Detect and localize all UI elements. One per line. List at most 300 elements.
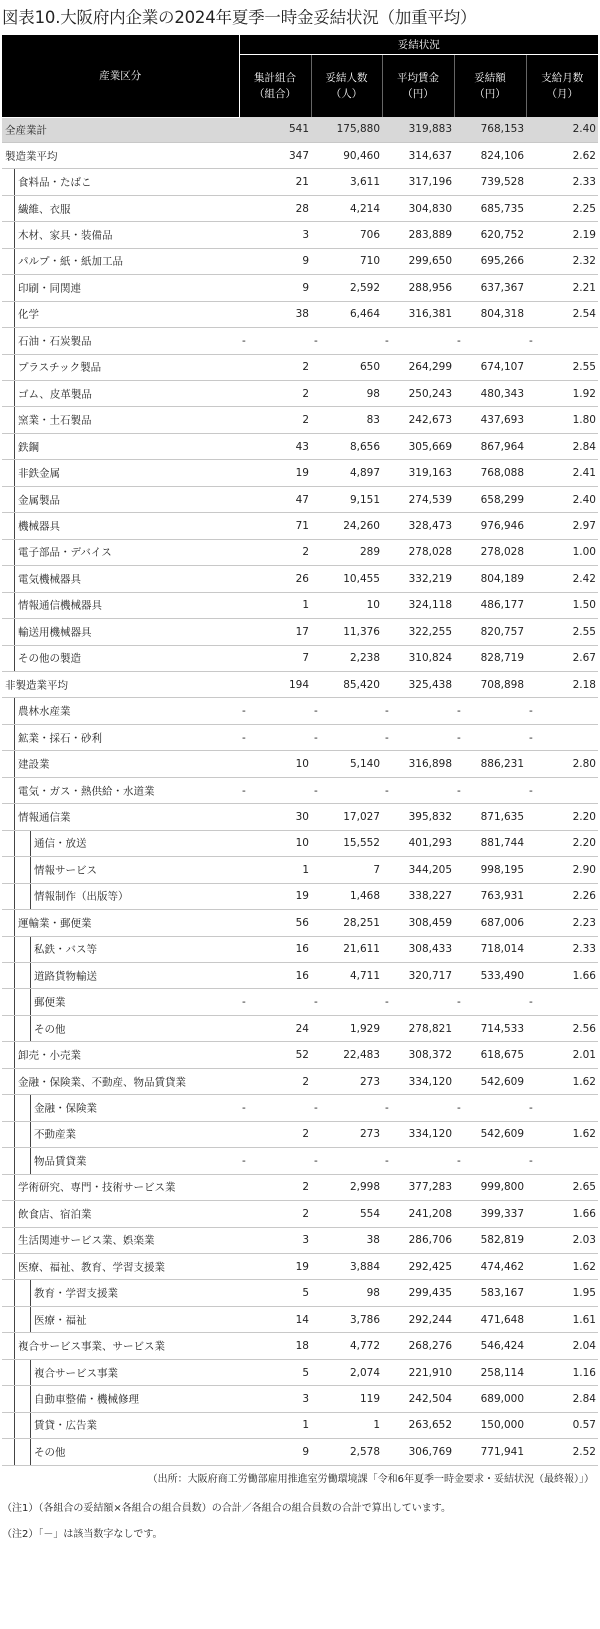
industry-name [2, 1042, 239, 1068]
industry-label: 印刷・同関連 [18, 282, 81, 295]
value-cell: 2.40 [526, 486, 598, 512]
value-cell: - [382, 328, 454, 354]
industry-label: 食料品・たばこ [18, 176, 92, 189]
industry-label: 木材、家具・装備品 [18, 229, 113, 242]
value-cell: 263,652 [382, 1412, 454, 1438]
value-cell: 2.03 [526, 1227, 598, 1253]
value-cell: 871,635 [454, 804, 526, 830]
table-row [2, 222, 598, 248]
table-row [2, 1306, 598, 1332]
table-row [2, 1333, 598, 1359]
value-cell: 3 [239, 222, 311, 248]
table-row [2, 698, 598, 724]
value-cell: 768,088 [454, 460, 526, 486]
value-cell: 308,372 [382, 1042, 454, 1068]
value-cell: 292,244 [382, 1306, 454, 1332]
value-cell: 2.19 [526, 222, 598, 248]
indent-line [14, 328, 15, 354]
industry-name [2, 910, 239, 936]
value-cell: 119 [311, 1386, 382, 1412]
indent-line [30, 1016, 31, 1042]
industry-label: 複合サービス事業 [34, 1367, 118, 1379]
header-col-months: 支給月数 （月） [526, 55, 598, 118]
table-row [2, 910, 598, 936]
value-cell: 1.61 [526, 1306, 598, 1332]
industry-label: 非鉄金属 [18, 467, 60, 480]
table-row [2, 1148, 598, 1174]
table-row [2, 1015, 598, 1041]
industry-label: 郵便業 [34, 996, 66, 1009]
value-cell: 324,118 [382, 592, 454, 618]
industry-label: 情報サービス [34, 864, 97, 877]
value-cell: 310,824 [382, 645, 454, 671]
indent-line [14, 1386, 15, 1412]
value-cell: 283,889 [382, 222, 454, 248]
table-row [2, 117, 598, 142]
industry-name [2, 751, 239, 777]
value-cell: 658,299 [454, 486, 526, 512]
value-cell: 1.00 [526, 539, 598, 565]
industry-name [2, 301, 239, 327]
value-cell: 2 [239, 354, 311, 380]
indent-line [14, 302, 15, 328]
indent-line [30, 1439, 31, 1465]
value-cell: 486,177 [454, 592, 526, 618]
value-cell: 71 [239, 513, 311, 539]
value-cell: 583,167 [454, 1280, 526, 1306]
value-cell: 98 [311, 1280, 382, 1306]
value-cell: 1.95 [526, 1280, 598, 1306]
value-cell: 278,028 [454, 539, 526, 565]
table-row [2, 301, 598, 327]
indent-line [14, 1280, 15, 1306]
value-cell: 7 [239, 645, 311, 671]
industry-name [2, 275, 239, 301]
value-cell: 10 [311, 592, 382, 618]
value-cell: 637,367 [454, 275, 526, 301]
indent-line [30, 937, 31, 963]
indent-line [14, 1413, 15, 1439]
value-cell: 768,153 [454, 117, 526, 142]
indent-line [14, 1122, 15, 1148]
value-cell: 2.42 [526, 566, 598, 592]
indent-line [14, 910, 15, 936]
value-cell: 2 [239, 407, 311, 433]
value-cell: 886,231 [454, 751, 526, 777]
value-cell: 2.55 [526, 619, 598, 645]
table-row [2, 275, 598, 301]
indent-line [14, 989, 15, 1015]
value-cell: - [239, 1095, 311, 1121]
value-cell: - [526, 724, 598, 750]
industry-name [2, 724, 239, 750]
value-cell: 399,337 [454, 1201, 526, 1227]
table-row [2, 1386, 598, 1412]
value-cell: 1 [239, 1412, 311, 1438]
value-cell: 685,735 [454, 195, 526, 221]
value-cell: 718,014 [454, 936, 526, 962]
indent-line [14, 540, 15, 566]
value-cell: - [239, 724, 311, 750]
industry-label: 石油・石炭製品 [18, 335, 92, 348]
table-row [2, 592, 598, 618]
value-cell: - [311, 328, 382, 354]
value-cell: 2.80 [526, 751, 598, 777]
indent-line [30, 1122, 31, 1148]
indent-line [14, 407, 15, 433]
industry-name [2, 936, 239, 962]
industry-name [2, 830, 239, 856]
value-cell: 618,675 [454, 1042, 526, 1068]
value-cell: 695,266 [454, 248, 526, 274]
table-row [2, 1253, 598, 1279]
industry-name [2, 1148, 239, 1174]
industry-label: 医療、福祉、教育、学習支援業 [18, 1261, 165, 1274]
value-cell: 9,151 [311, 486, 382, 512]
table-row [2, 1174, 598, 1200]
industry-label: 農林水産業 [18, 705, 71, 718]
value-cell: 15,552 [311, 830, 382, 856]
indent-line [14, 1307, 15, 1333]
value-cell: 325,438 [382, 672, 454, 698]
industry-name [2, 989, 239, 1015]
indent-line [14, 381, 15, 407]
indent-line [14, 1042, 15, 1068]
value-cell: - [311, 777, 382, 803]
value-cell: 4,214 [311, 195, 382, 221]
value-cell: 395,832 [382, 804, 454, 830]
value-cell: - [526, 698, 598, 724]
indent-line [14, 1148, 15, 1174]
industry-label: 自動車整備・機械修理 [34, 1393, 139, 1406]
table-row [2, 1280, 598, 1306]
value-cell: - [454, 698, 526, 724]
value-cell: 90,460 [311, 142, 382, 168]
indent-line [30, 1280, 31, 1306]
industry-name [2, 1095, 239, 1121]
industry-name [2, 1333, 239, 1359]
value-cell: 2.84 [526, 1386, 598, 1412]
industry-label: 窯業・土石製品 [18, 414, 92, 427]
value-cell: 338,227 [382, 883, 454, 909]
industry-label: 輸送用機械器具 [18, 626, 92, 639]
value-cell: 820,757 [454, 619, 526, 645]
indent-line [14, 725, 15, 751]
note-1: （注1）（各組合の妥結額×各組合の組合員数）の合計／各組合の組合員数の合計で算出しています。 [2, 1503, 451, 1514]
industry-name [2, 1253, 239, 1279]
industry-name [2, 354, 239, 380]
value-cell: 38 [239, 301, 311, 327]
value-cell: 288,956 [382, 275, 454, 301]
industry-name [2, 486, 239, 512]
value-cell: 21,611 [311, 936, 382, 962]
industry-label: その他 [34, 1023, 66, 1036]
value-cell: 542,609 [454, 1068, 526, 1094]
industry-label: 運輸業・郵便業 [18, 917, 92, 930]
industry-name [2, 433, 239, 459]
value-cell: 437,693 [454, 407, 526, 433]
industry-name [2, 1201, 239, 1227]
value-cell: 24,260 [311, 513, 382, 539]
value-cell: 401,293 [382, 830, 454, 856]
value-cell: - [382, 1148, 454, 1174]
industry-name [2, 619, 239, 645]
value-cell: 328,473 [382, 513, 454, 539]
value-cell: 674,107 [454, 354, 526, 380]
value-cell: 9 [239, 275, 311, 301]
value-cell: 1,929 [311, 1015, 382, 1041]
table-row [2, 539, 598, 565]
value-cell: - [526, 1095, 598, 1121]
value-cell: 1 [239, 592, 311, 618]
indent-line [14, 1095, 15, 1121]
value-cell: 881,744 [454, 830, 526, 856]
value-cell: 273 [311, 1121, 382, 1147]
industry-name [2, 381, 239, 407]
indent-line [14, 857, 15, 883]
value-cell: 2.32 [526, 248, 598, 274]
value-cell: - [454, 724, 526, 750]
indent-line [14, 619, 15, 645]
indent-line [30, 1307, 31, 1333]
indent-line [14, 963, 15, 989]
value-cell: 16 [239, 936, 311, 962]
table-row [2, 566, 598, 592]
value-cell: 377,283 [382, 1174, 454, 1200]
header-col-avg-wage: 平均賃金 （円） [382, 55, 454, 118]
industry-label: 製造業平均 [5, 150, 58, 163]
table-row [2, 1227, 598, 1253]
industry-label: 学術研究、専門・技術サービス業 [18, 1181, 176, 1194]
indent-line [14, 460, 15, 486]
value-cell: 2,074 [311, 1359, 382, 1385]
indent-line [30, 1095, 31, 1121]
value-cell: 710 [311, 248, 382, 274]
value-cell: 1.62 [526, 1121, 598, 1147]
value-cell: 739,528 [454, 169, 526, 195]
value-cell: 828,719 [454, 645, 526, 671]
value-cell: 4,897 [311, 460, 382, 486]
industry-name [2, 513, 239, 539]
value-cell: 1 [239, 857, 311, 883]
table-row [2, 169, 598, 195]
value-cell: 533,490 [454, 962, 526, 988]
value-cell: 2 [239, 1201, 311, 1227]
industry-label: 生活関連サービス業、娯楽業 [18, 1234, 155, 1247]
value-cell: 804,318 [454, 301, 526, 327]
value-cell: 2.56 [526, 1015, 598, 1041]
value-cell: 771,941 [454, 1439, 526, 1466]
value-cell: 2,592 [311, 275, 382, 301]
value-cell: 150,000 [454, 1412, 526, 1438]
value-cell: 1.80 [526, 407, 598, 433]
value-cell: 334,120 [382, 1121, 454, 1147]
value-cell: 10,455 [311, 566, 382, 592]
value-cell: 554 [311, 1201, 382, 1227]
industry-label: 電子部品・デバイス [18, 546, 112, 559]
value-cell: 316,381 [382, 301, 454, 327]
value-cell: 14 [239, 1306, 311, 1332]
table-body [2, 117, 598, 1466]
value-cell: - [311, 724, 382, 750]
value-cell: - [526, 777, 598, 803]
indent-line [14, 1333, 15, 1359]
value-cell: - [239, 328, 311, 354]
industry-name [2, 117, 239, 142]
industry-name [2, 248, 239, 274]
industry-name [2, 142, 239, 168]
table-row [2, 513, 598, 539]
value-cell: 85,420 [311, 672, 382, 698]
header-group: 妥結状況 [239, 35, 598, 55]
value-cell: 8,656 [311, 433, 382, 459]
industry-label: 私鉄・バス等 [34, 943, 97, 956]
table-row [2, 142, 598, 168]
value-cell: 16 [239, 962, 311, 988]
value-cell: 2.40 [526, 117, 598, 142]
value-cell: 3 [239, 1227, 311, 1253]
value-cell: 30 [239, 804, 311, 830]
table-row [2, 751, 598, 777]
value-cell: 998,195 [454, 857, 526, 883]
industry-label: 賃貸・広告業 [34, 1419, 97, 1432]
indent-line [14, 434, 15, 460]
value-cell: 264,299 [382, 354, 454, 380]
indent-line [30, 1360, 31, 1386]
value-cell: 299,435 [382, 1280, 454, 1306]
table-row [2, 1412, 598, 1438]
indent-line [14, 804, 15, 830]
value-cell: 2.52 [526, 1439, 598, 1466]
value-cell: - [526, 328, 598, 354]
value-cell: 5 [239, 1359, 311, 1385]
value-cell: 2.01 [526, 1042, 598, 1068]
value-cell: 3,884 [311, 1253, 382, 1279]
industry-name [2, 407, 239, 433]
value-cell: 10 [239, 751, 311, 777]
value-cell: 714,533 [454, 1015, 526, 1041]
table-row [2, 1201, 598, 1227]
industry-name [2, 672, 239, 698]
value-cell: 2 [239, 381, 311, 407]
value-cell: - [311, 1095, 382, 1121]
table-row [2, 195, 598, 221]
value-cell: 620,752 [454, 222, 526, 248]
indent-line [14, 169, 15, 195]
table-row [2, 857, 598, 883]
industry-name [2, 1227, 239, 1253]
table-row [2, 883, 598, 909]
indent-line [14, 513, 15, 539]
value-cell: 308,459 [382, 910, 454, 936]
table-row [2, 1359, 598, 1385]
table-row [2, 777, 598, 803]
value-cell: 273 [311, 1068, 382, 1094]
value-cell: - [454, 1148, 526, 1174]
value-cell: 28 [239, 195, 311, 221]
value-cell: 274,539 [382, 486, 454, 512]
indent-line [14, 593, 15, 619]
indent-line [14, 1201, 15, 1227]
value-cell: - [382, 698, 454, 724]
indent-line [14, 751, 15, 777]
value-cell: 2.41 [526, 460, 598, 486]
value-cell: 2.20 [526, 830, 598, 856]
value-cell: 319,883 [382, 117, 454, 142]
value-cell: - [311, 1148, 382, 1174]
value-cell: 867,964 [454, 433, 526, 459]
industry-label: 金融・保険業、不動産、物品賃貸業 [18, 1076, 186, 1089]
industry-name [2, 962, 239, 988]
value-cell: 3 [239, 1386, 311, 1412]
industry-name [2, 804, 239, 830]
value-cell: 2.90 [526, 857, 598, 883]
industry-label: プラスチック製品 [18, 361, 102, 374]
indent-line [14, 646, 15, 672]
value-cell: 19 [239, 460, 311, 486]
industry-label: 物品賃貸業 [34, 1155, 87, 1168]
value-cell: 546,424 [454, 1333, 526, 1359]
indent-line [30, 831, 31, 857]
value-cell: 2.33 [526, 169, 598, 195]
value-cell: 17,027 [311, 804, 382, 830]
value-cell: - [382, 724, 454, 750]
industry-label: 不動産業 [34, 1128, 76, 1141]
value-cell: 4,772 [311, 1333, 382, 1359]
value-cell: 999,800 [454, 1174, 526, 1200]
value-cell: 308,433 [382, 936, 454, 962]
indent-line [14, 566, 15, 592]
value-cell: 347 [239, 142, 311, 168]
table-row [2, 645, 598, 671]
value-cell: 1.66 [526, 1201, 598, 1227]
indent-line [14, 196, 15, 222]
source-note: （出所：大阪府商工労働部雇用推進室労働環境課「令和6年夏季一時金要求・妥結状況（最終報）」） [147, 1474, 594, 1485]
value-cell: 2,998 [311, 1174, 382, 1200]
value-cell: 56 [239, 910, 311, 936]
indent-line [30, 1148, 31, 1174]
indent-line [14, 1254, 15, 1280]
value-cell: 2.04 [526, 1333, 598, 1359]
industry-name [2, 883, 239, 909]
industry-label: 金属製品 [18, 494, 60, 507]
industry-label: 通信・放送 [34, 837, 87, 850]
value-cell: 2.67 [526, 645, 598, 671]
value-cell: 541 [239, 117, 311, 142]
industry-name [2, 195, 239, 221]
table-row [2, 407, 598, 433]
industry-label: 建設業 [18, 758, 50, 771]
value-cell: 2 [239, 539, 311, 565]
industry-label: パルプ・紙・紙加工品 [18, 255, 123, 268]
value-cell: 650 [311, 354, 382, 380]
value-cell: 6,464 [311, 301, 382, 327]
value-cell: 10 [239, 830, 311, 856]
indent-line [14, 1016, 15, 1042]
value-cell: - [382, 1095, 454, 1121]
value-cell: - [454, 328, 526, 354]
value-cell: 582,819 [454, 1227, 526, 1253]
value-cell: 689,000 [454, 1386, 526, 1412]
value-cell: 286,706 [382, 1227, 454, 1253]
industry-name [2, 1306, 239, 1332]
value-cell: 22,483 [311, 1042, 382, 1068]
industry-name [2, 460, 239, 486]
value-cell: 47 [239, 486, 311, 512]
value-cell: 11,376 [311, 619, 382, 645]
indent-line [14, 249, 15, 275]
indent-line [14, 275, 15, 301]
